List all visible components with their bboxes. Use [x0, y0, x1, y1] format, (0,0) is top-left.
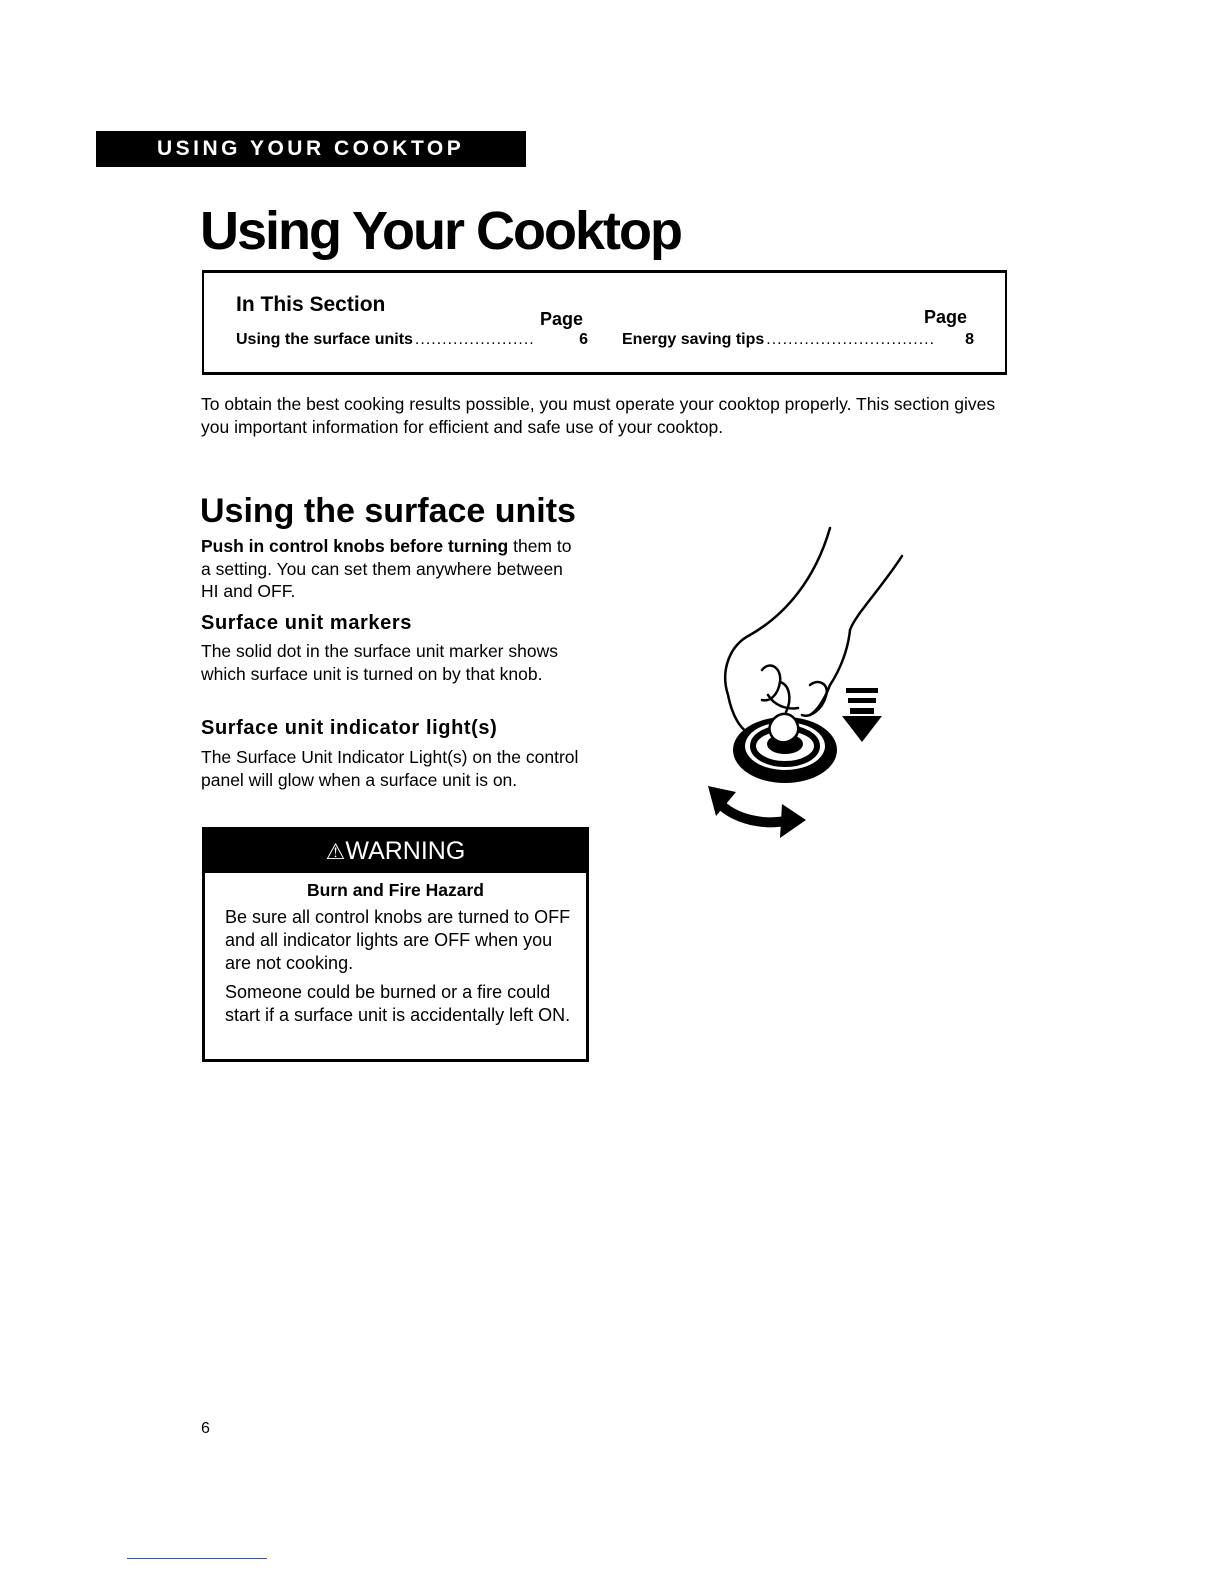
warning-title: WARNING — [345, 837, 466, 865]
push-down-arrow-icon — [842, 688, 882, 742]
toc-entry-label: Energy saving tips — [622, 331, 765, 348]
in-this-section-box — [202, 270, 1007, 375]
knob-push-turn-illustration — [690, 520, 930, 850]
warning-paragraph-2: Someone could be burned or a fire could start if a surface unit is accidentally left ON. — [225, 982, 571, 1025]
push-knobs-paragraph — [201, 535, 581, 603]
section-banner-text: USING YOUR COOKTOP — [157, 137, 465, 160]
warning-triangle-icon: ⚠ — [325, 839, 346, 864]
warning-header — [205, 830, 586, 873]
toc-entry-page: 8 — [965, 331, 974, 348]
intro-paragraph: To obtain the best cooking results possible, you must operate your cooktop properly. This section gives you important information for efficient and safe use of your cooktop. — [201, 394, 996, 437]
toc-leader-dots: ............................... — [766, 331, 936, 348]
toc-page-header-right: Page — [924, 307, 968, 327]
toc-entry-energy-tips[interactable] — [622, 331, 974, 349]
toc-heading: In This Section — [236, 293, 386, 316]
warning-paragraph-1: Be sure all control knobs are turned to OFF and all indicator lights are OFF when you are not cooking. — [225, 907, 571, 973]
markers-heading: Surface unit markers — [201, 612, 412, 634]
turn-arrow-icon — [708, 786, 806, 838]
toc-leader-dots: ...................... — [414, 331, 535, 348]
toc-entry-label: Using the surface units — [236, 331, 413, 348]
toc-entry-page: 6 — [579, 331, 588, 348]
indicator-heading: Surface unit indicator light(s) — [201, 717, 498, 739]
surface-units-heading: Using the surface units — [200, 492, 576, 530]
footer-rule — [127, 1558, 267, 1559]
page-title: Using Your Cooktop — [200, 201, 681, 261]
indicator-paragraph: The Surface Unit Indicator Light(s) on the control panel will glow when a surface unit is on. — [201, 747, 579, 790]
markers-paragraph: The solid dot in the surface unit marker shows which surface unit is turned on by that knob. — [201, 641, 558, 684]
toc-page-header-left: Page — [540, 309, 584, 329]
push-knobs-lead: Push in control knobs before turning — [201, 536, 509, 556]
push-knobs-rest: them to a setting. You can set them anywhere between HI and OFF. — [201, 536, 572, 601]
warning-box — [202, 827, 589, 1062]
section-banner — [96, 131, 526, 167]
warning-subtitle: Burn and Fire Hazard — [307, 880, 484, 900]
page-number: 6 — [201, 1420, 210, 1437]
toc-entry-surface-units[interactable] — [236, 331, 588, 349]
